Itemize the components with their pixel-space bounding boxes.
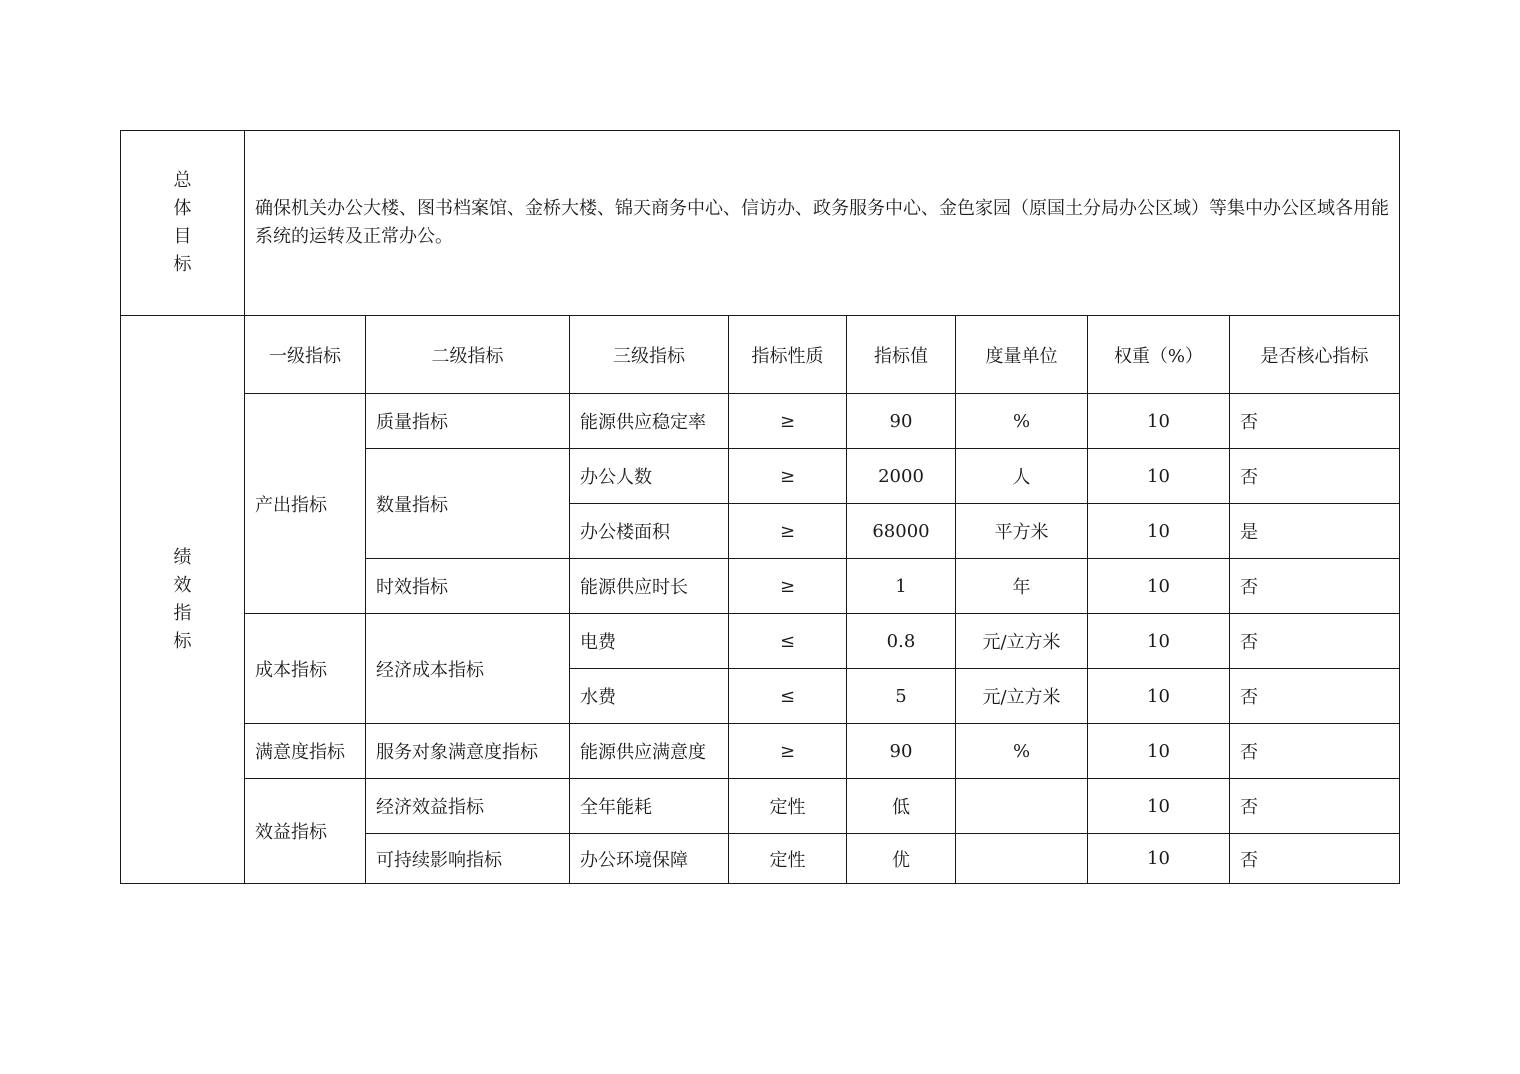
indicator-weight: 10 xyxy=(1088,449,1230,504)
indicator-nature: ≤ xyxy=(729,669,847,724)
indicator-value: 0.8 xyxy=(847,614,956,669)
group-cost: 成本指标 xyxy=(245,614,366,724)
indicator-core: 否 xyxy=(1230,669,1400,724)
table-row xyxy=(121,394,1400,449)
indicator-nature: 定性 xyxy=(729,779,847,834)
group-benefit: 效益指标 xyxy=(245,779,366,884)
indicator-value: 2000 xyxy=(847,449,956,504)
indicator-core: 是 xyxy=(1230,504,1400,559)
header-level2: 二级指标 xyxy=(366,316,570,394)
indicator-name: 办公环境保障 xyxy=(570,834,729,884)
indicator-nature: ≥ xyxy=(729,724,847,779)
indicator-weight: 10 xyxy=(1088,559,1230,614)
indicator-nature: 定性 xyxy=(729,834,847,884)
subgroup-quality: 质量指标 xyxy=(366,394,570,449)
indicator-weight: 10 xyxy=(1088,834,1230,884)
indicator-name: 能源供应时长 xyxy=(570,559,729,614)
indicator-value: 68000 xyxy=(847,504,956,559)
header-value: 指标值 xyxy=(847,316,956,394)
header-unit: 度量单位 xyxy=(956,316,1088,394)
indicator-name: 能源供应稳定率 xyxy=(570,394,729,449)
indicator-unit: 元/立方米 xyxy=(956,614,1088,669)
indicator-weight: 10 xyxy=(1088,614,1230,669)
indicator-value: 90 xyxy=(847,724,956,779)
subgroup-service-sat: 服务对象满意度指标 xyxy=(366,724,570,779)
subgroup-quantity: 数量指标 xyxy=(366,449,570,559)
indicator-weight: 10 xyxy=(1088,504,1230,559)
header-row xyxy=(121,316,1400,394)
table-row xyxy=(121,779,1400,834)
indicator-value: 优 xyxy=(847,834,956,884)
indicator-nature: ≥ xyxy=(729,449,847,504)
subgroup-econ-cost: 经济成本指标 xyxy=(366,614,570,724)
indicator-core: 否 xyxy=(1230,559,1400,614)
indicator-unit xyxy=(956,834,1088,884)
indicator-weight: 10 xyxy=(1088,669,1230,724)
performance-label: 绩 效 指 标 xyxy=(121,316,245,884)
indicator-name: 能源供应满意度 xyxy=(570,724,729,779)
indicator-unit: 年 xyxy=(956,559,1088,614)
indicator-core: 否 xyxy=(1230,724,1400,779)
indicator-name: 全年能耗 xyxy=(570,779,729,834)
indicator-weight: 10 xyxy=(1088,394,1230,449)
indicator-nature: ≥ xyxy=(729,394,847,449)
indicator-name: 电费 xyxy=(570,614,729,669)
indicator-unit: % xyxy=(956,724,1088,779)
subgroup-time: 时效指标 xyxy=(366,559,570,614)
performance-goal-table xyxy=(120,130,1400,884)
indicator-nature: ≤ xyxy=(729,614,847,669)
indicator-unit: 平方米 xyxy=(956,504,1088,559)
indicator-core: 否 xyxy=(1230,449,1400,504)
indicator-unit: 人 xyxy=(956,449,1088,504)
indicator-unit: % xyxy=(956,394,1088,449)
indicator-name: 办公人数 xyxy=(570,449,729,504)
header-level3: 三级指标 xyxy=(570,316,729,394)
indicator-core: 否 xyxy=(1230,834,1400,884)
indicator-unit: 元/立方米 xyxy=(956,669,1088,724)
indicator-value: 90 xyxy=(847,394,956,449)
indicator-nature: ≥ xyxy=(729,504,847,559)
header-weight: 权重（%） xyxy=(1088,316,1230,394)
indicator-core: 否 xyxy=(1230,614,1400,669)
indicator-nature: ≥ xyxy=(729,559,847,614)
header-nature: 指标性质 xyxy=(729,316,847,394)
indicator-unit xyxy=(956,779,1088,834)
indicator-core: 否 xyxy=(1230,779,1400,834)
subgroup-econ-benefit: 经济效益指标 xyxy=(366,779,570,834)
goal-label: 总 体 目 标 xyxy=(121,131,245,316)
indicator-value: 5 xyxy=(847,669,956,724)
indicator-core: 否 xyxy=(1230,394,1400,449)
table-row xyxy=(121,724,1400,779)
group-satisfaction: 满意度指标 xyxy=(245,724,366,779)
header-level1: 一级指标 xyxy=(245,316,366,394)
indicator-name: 水费 xyxy=(570,669,729,724)
group-output: 产出指标 xyxy=(245,394,366,614)
header-core: 是否核心指标 xyxy=(1230,316,1400,394)
indicator-weight: 10 xyxy=(1088,724,1230,779)
goal-text: 确保机关办公大楼、图书档案馆、金桥大楼、锦天商务中心、信访办、政务服务中心、金色家园（原国土分局办公区域）等集中办公区域各用能系统的运转及正常办公。 xyxy=(245,131,1400,316)
table-row xyxy=(121,614,1400,669)
indicator-value: 1 xyxy=(847,559,956,614)
indicator-value: 低 xyxy=(847,779,956,834)
subgroup-sustain: 可持续影响指标 xyxy=(366,834,570,884)
goal-row xyxy=(121,131,1400,316)
indicator-weight: 10 xyxy=(1088,779,1230,834)
indicator-name: 办公楼面积 xyxy=(570,504,729,559)
